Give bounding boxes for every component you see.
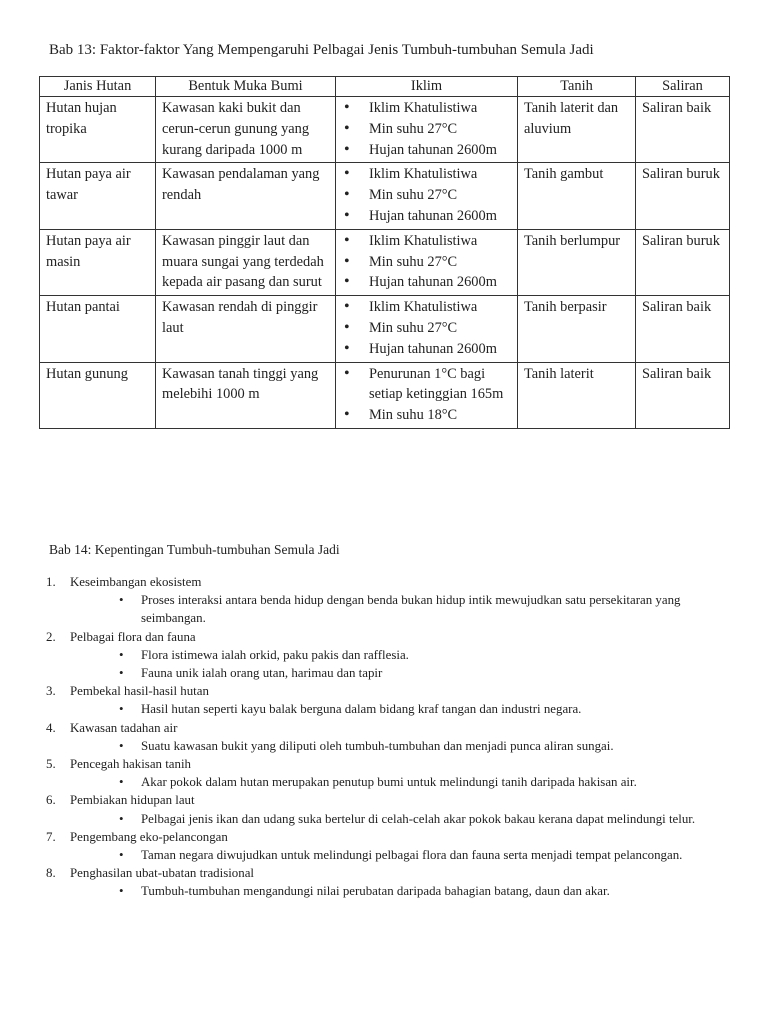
iklim-item: • Hujan tahunan 2600m — [342, 272, 514, 293]
iklim-item: • Hujan tahunan 2600m — [342, 206, 514, 227]
item-title: Pembiakan hidupan laut — [70, 793, 195, 808]
header-tanih: Tanih — [518, 77, 636, 97]
cell-iklim — [336, 97, 518, 163]
iklim-item: • Iklim Khatulistiwa — [342, 164, 514, 185]
iklim-item: • Hujan tahunan 2600m — [342, 140, 514, 161]
item-title: Penghasilan ubat-ubatan tradisional — [70, 866, 254, 881]
item-number: 1. — [46, 575, 56, 589]
cell-iklim — [336, 229, 518, 295]
cell-jenis: Hutan gunung — [40, 362, 156, 428]
iklim-item: • Hujan tahunan 2600m — [342, 339, 514, 360]
item-number: 3. — [46, 684, 56, 699]
cell-saliran: Saliran baik — [636, 362, 730, 428]
header-iklim: Iklim — [336, 77, 518, 97]
bab13-title: Bab 13: Faktor-faktor Yang Mempengaruhi Pelbagai Jenis Tumbuh-tumbuhan Semula Jadi — [49, 42, 594, 58]
cell-iklim — [336, 362, 518, 428]
cell-jenis: Hutan hujan tropika — [40, 97, 156, 163]
cell-saliran: Saliran baik — [636, 97, 730, 163]
item-bullet: • Pelbagai jenis ikan dan udang suka bertelur di celah-celah akar pokok bakau kerana dapat melindungi telur. — [119, 810, 734, 828]
item-bullet: • Hasil hutan seperti kayu balak berguna dalam bidang kraf tangan dan industri negara. — [119, 700, 734, 718]
cell-jenis: Hutan pantai — [40, 296, 156, 362]
table-row — [40, 296, 730, 362]
iklim-item: • Iklim Khatulistiwa — [342, 231, 514, 252]
cell-bentuk: Kawasan rendah di pinggir laut — [156, 296, 336, 362]
item-bullet: • Tumbuh-tumbuhan mengandungi nilai perubatan daripada bahagian batang, daun dan akar. — [119, 882, 734, 900]
iklim-item: • Iklim Khatulistiwa — [342, 297, 514, 318]
cell-bentuk: Kawasan pendalaman yang rendah — [156, 163, 336, 229]
item-title: Pencegah hakisan tanih — [70, 757, 191, 772]
iklim-item: • Min suhu 27°C — [342, 119, 514, 140]
cell-saliran: Saliran baik — [636, 296, 730, 362]
item-bullet: • Flora istimewa ialah orkid, paku pakis dan rafflesia. — [119, 646, 734, 664]
cell-bentuk: Kawasan pinggir laut dan muara sungai yang terdedah kepada air pasang dan surut — [156, 229, 336, 295]
cell-tanih: Tanih laterit dan aluvium — [518, 97, 636, 163]
cell-bentuk: Kawasan tanah tinggi yang melebihi 1000 m — [156, 362, 336, 428]
cell-iklim — [336, 296, 518, 362]
list-item — [44, 628, 734, 683]
forest-factors-table — [39, 76, 730, 429]
header-saliran: Saliran — [636, 77, 730, 97]
list-item — [44, 719, 734, 755]
item-bullet: • Fauna unik ialah orang utan, harimau dan tapir — [119, 664, 734, 682]
list-item — [44, 682, 734, 718]
item-title: Kawasan tadahan air — [70, 720, 178, 735]
cell-tanih: Tanih berlumpur — [518, 229, 636, 295]
item-title: Keseimbangan ekosistem — [70, 575, 202, 589]
item-number: 5. — [46, 757, 56, 772]
table-row — [40, 362, 730, 428]
cell-jenis: Hutan paya air tawar — [40, 163, 156, 229]
cell-saliran: Saliran buruk — [636, 229, 730, 295]
iklim-item: • Min suhu 27°C — [342, 318, 514, 339]
cell-tanih: Tanih berpasir — [518, 296, 636, 362]
list-item — [44, 791, 734, 827]
item-number: 6. — [46, 793, 56, 808]
cell-tanih: Tanih laterit — [518, 362, 636, 428]
cell-jenis: Hutan paya air masin — [40, 229, 156, 295]
item-bullet: • Suatu kawasan bukit yang diliputi oleh tumbuh-tumbuhan dan menjadi punca aliran sungai. — [119, 737, 734, 755]
item-title: Pelbagai flora dan fauna — [70, 629, 196, 644]
iklim-item: • Min suhu 18°C — [342, 405, 514, 426]
header-bentuk-muka-bumi: Bentuk Muka Bumi — [156, 77, 336, 97]
item-number: 7. — [46, 829, 56, 844]
table-header-row — [40, 77, 730, 97]
iklim-item: • Min suhu 27°C — [342, 252, 514, 273]
list-item — [44, 755, 734, 791]
iklim-item: • Min suhu 27°C — [342, 185, 514, 206]
bab14-title: Bab 14: Kepentingan Tumbuh-tumbuhan Semula Jadi — [49, 542, 340, 557]
header-janis-hutan: Janis Hutan — [40, 77, 156, 97]
item-bullet: • Taman negara diwujudkan untuk melindungi pelbagai flora dan fauna serta menjadi tempat pelancongan. — [119, 846, 734, 864]
iklim-item: • Penurunan 1°C bagi setiap ketinggian 165m — [342, 364, 514, 406]
cell-saliran: Saliran buruk — [636, 163, 730, 229]
cell-iklim — [336, 163, 518, 229]
item-number: 4. — [46, 720, 56, 735]
cell-tanih: Tanih gambut — [518, 163, 636, 229]
list-item — [44, 828, 734, 864]
table-row — [40, 163, 730, 229]
table-row — [40, 229, 730, 295]
item-title: Pengembang eko-pelancongan — [70, 829, 228, 844]
item-bullet: • Akar pokok dalam hutan merupakan penutup bumi untuk melindungi tanih daripada hakisan air. — [119, 773, 734, 791]
importance-list — [44, 573, 734, 901]
item-number: 2. — [46, 629, 56, 644]
cell-bentuk: Kawasan kaki bukit dan cerun-cerun gunung yang kurang daripada 1000 m — [156, 97, 336, 163]
item-bullet: • Proses interaksi antara benda hidup dengan benda bukan hidup intik mewujudkan satu persekitaran yang seimbangan. — [119, 591, 734, 627]
item-title: Pembekal hasil-hasil hutan — [70, 684, 209, 699]
iklim-item: • Iklim Khatulistiwa — [342, 98, 514, 119]
table-row — [40, 97, 730, 163]
list-item — [44, 864, 734, 900]
list-item — [44, 573, 734, 628]
item-number: 8. — [46, 866, 56, 881]
